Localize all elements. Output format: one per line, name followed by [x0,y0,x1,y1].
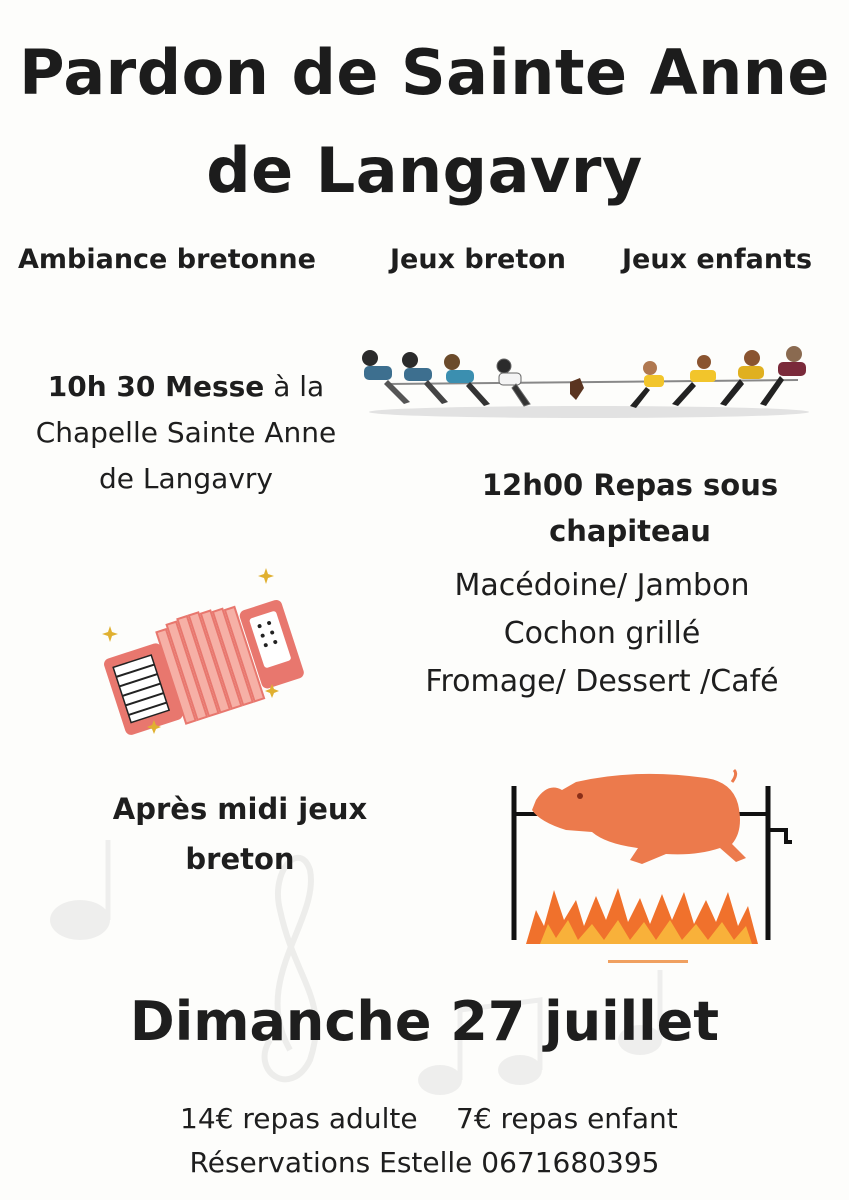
tag-ambiance: Ambiance bretonne [18,244,316,275]
menu-item: Fromage/ Dessert /Café [425,664,779,699]
meal-heading-line2: chapiteau [549,514,711,548]
mass-line1-rest: à la [264,370,325,403]
price-adult: 14€ repas adulte [180,1102,418,1135]
fire-base-line [608,960,688,963]
menu-item: Cochon grillé [503,616,701,651]
mass-block [0,364,372,502]
mass-time: 10h 30 Messe [47,370,265,403]
meal-menu [372,562,832,706]
tug-of-war-illustration [358,342,820,422]
mass-location: Chapelle Sainte Anne [35,416,337,449]
page-title-line1: Pardon de Sainte Anne [19,36,830,109]
afternoon-line1: Après midi jeux [112,792,368,826]
event-date: Dimanche 27 juillet [129,990,720,1053]
tag-jeux-breton: Jeux breton [390,244,567,275]
tag-jeux-enfants: Jeux enfants [622,244,813,275]
meal-heading [400,462,849,554]
afternoon-block [60,784,420,884]
menu-item: Macédoine/ Jambon [454,568,750,603]
page-title-line2: de Langavry [206,134,643,207]
reservation-info: Réservations Estelle 0671680395 [189,1146,660,1179]
price-child: 7€ repas enfant [456,1102,678,1135]
mass-location-2: de Langavry [99,462,273,495]
accordion-icon [84,560,314,740]
afternoon-line2: breton [185,842,295,876]
meal-heading-line1: 12h00 Repas sous [481,468,779,502]
roast-pig-icon [496,760,806,960]
